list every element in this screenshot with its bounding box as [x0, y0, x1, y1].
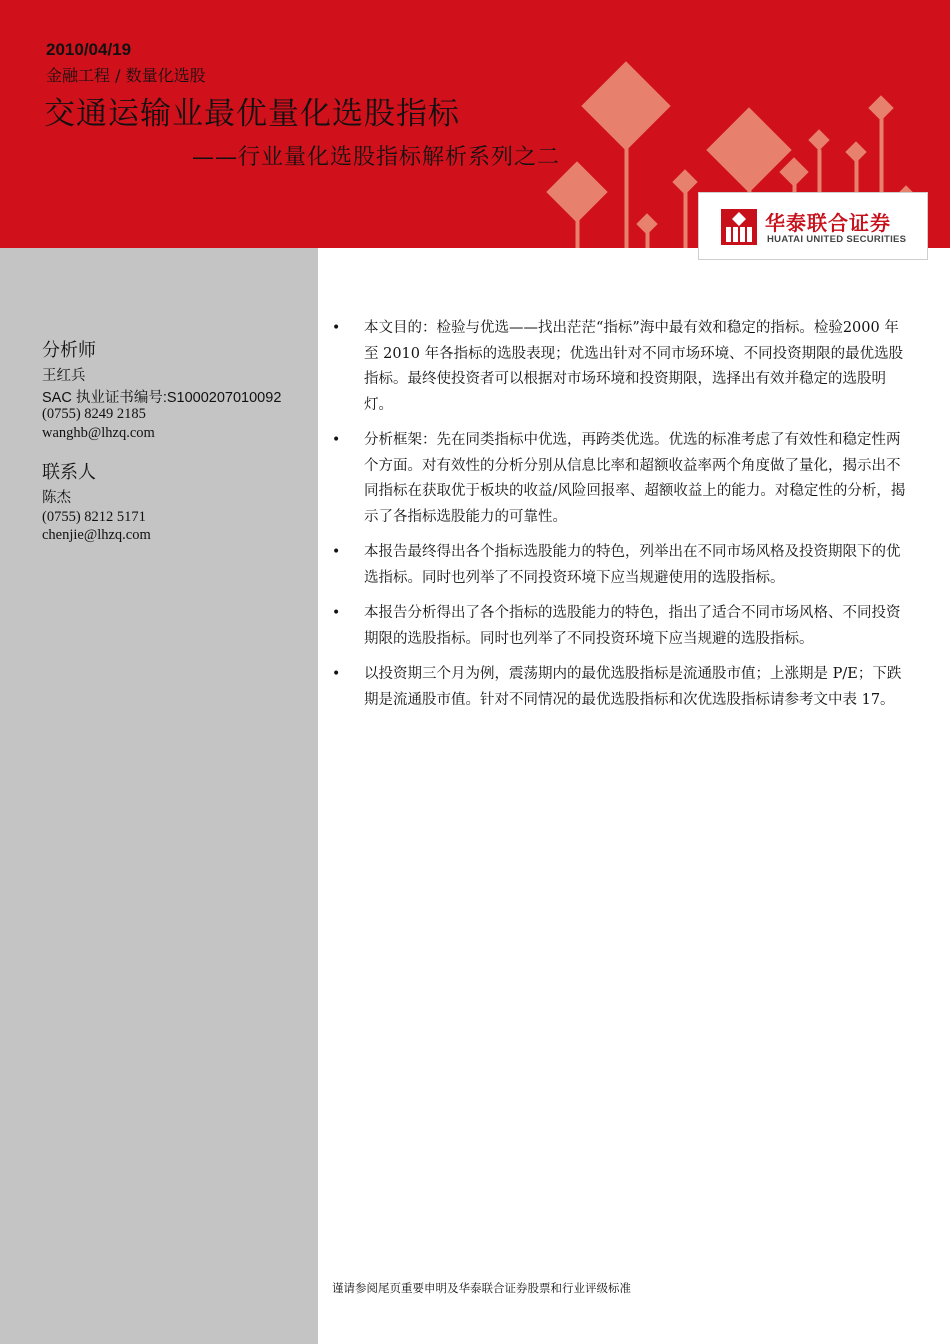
summary-bullets: [332, 316, 910, 723]
analyst-heading: 分析师: [42, 340, 96, 361]
report-title: 交通运输业最优量化选股指标: [44, 96, 460, 132]
report-category: 金融工程 / 数量化选股: [46, 66, 206, 85]
bullet-dot-icon: •: [332, 666, 341, 682]
analyst-certificate: SAC 执业证书编号:S1000207010092: [42, 390, 282, 406]
contact-name: 陈杰: [42, 490, 71, 506]
list-item: [332, 428, 910, 530]
report-date: 2010/04/19: [46, 40, 132, 59]
bullet-dot-icon: •: [332, 320, 341, 336]
disclaimer-footer: 谨请参阅尾页重要申明及华泰联合证券股票和行业评级标准: [332, 1281, 631, 1295]
contact-sidebar: [0, 248, 318, 1344]
analyst-email[interactable]: wanghb@lhzq.com: [42, 425, 155, 441]
analyst-name: 王红兵: [42, 368, 86, 384]
contact-heading: 联系人: [42, 462, 96, 483]
bullet-dot-icon: •: [332, 432, 341, 448]
bullet-text: 分析框架：先在同类指标中优选，再跨类优选。优选的标准考虑了有效性和稳定性两个方面。对有效性的分析分别从信息比率和超额收益率两个角度做了量化，揭示出不同指标在获取优于板块的收益/风险回报率、超额收益上的能力。对稳定性的分析，揭示了各指标选股能力的可靠性。: [364, 432, 906, 525]
contact-phone: (0755) 8212 5171: [42, 509, 146, 525]
list-item: [332, 540, 910, 591]
analyst-phone: (0755) 8249 2185: [42, 406, 146, 422]
list-item: [332, 316, 910, 418]
logo-name-en: HUATAI UNITED SECURITIES: [767, 234, 907, 245]
report-subtitle: ——行业量化选股指标解析系列之二: [192, 145, 561, 170]
contact-email[interactable]: chenjie@lhzq.com: [42, 527, 151, 543]
list-item: [332, 662, 910, 713]
company-logo: [698, 192, 928, 260]
huatai-logo-icon: [721, 209, 757, 245]
bullet-text: 本报告最终得出各个指标选股能力的特色，列举出在不同市场风格及投资期限下的优选指标。同时也列举了不同投资环境下应当规避使用的选股指标。: [364, 544, 901, 586]
list-item: [332, 601, 910, 652]
bullet-text: 以投资期三个月为例，震荡期内的最优选股指标是流通股市值；上涨期是 P/E；下跌期是流通股市值。针对不同情况的最优选股指标和次优选股指标请参考文中表 17。: [364, 666, 902, 708]
logo-name-cn: 华泰联合证券: [765, 211, 891, 235]
bullet-dot-icon: •: [332, 544, 341, 560]
bullet-dot-icon: •: [332, 605, 341, 621]
bullet-text: 本报告分析得出了各个指标的选股能力的特色，指出了适合不同市场风格、不同投资期限的选股指标。同时也列举了不同投资环境下应当规避的选股指标。: [364, 605, 901, 647]
bullet-text: 本文目的：检验与优选——找出茫茫“指标”海中最有效和稳定的指标。检验2000 年至 2010 年各指标的选股表现；优选出针对不同市场环境、不同投资期限的最优选股指标。最终使投资者可以根据对市场环境和投资期限，选择出有效并稳定的选股明灯。: [364, 320, 904, 413]
